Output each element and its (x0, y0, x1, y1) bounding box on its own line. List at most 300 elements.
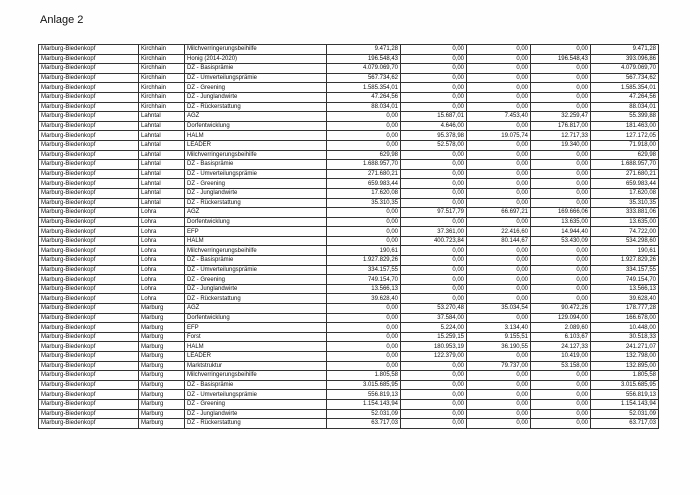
cell-kommune: 12.717,33 (531, 131, 591, 141)
cell-kommune: 90.472,26 (531, 304, 591, 314)
table-row (39, 179, 659, 189)
cell-summe: 3.015.685,95 (591, 380, 659, 390)
cell-land: 0,00 (467, 45, 531, 55)
cell-massnahme: DZ - Junglandwirte (185, 284, 327, 294)
cell-summe: 1.927.829,26 (591, 256, 659, 266)
cell-kreis: Marburg-Biedenkopf (39, 54, 139, 64)
cell-bund: 15.687,01 (401, 112, 467, 122)
cell-gemeinde: Marburg (139, 313, 185, 323)
cell-land: 0,00 (467, 92, 531, 102)
cell-kreis: Marburg-Biedenkopf (39, 102, 139, 112)
cell-massnahme: DZ - Rückerstattung (185, 102, 327, 112)
cell-gemeinde: Lohra (139, 227, 185, 237)
cell-gemeinde: Lohra (139, 275, 185, 285)
table-row (39, 399, 659, 409)
cell-kommune: 32.259,47 (531, 112, 591, 122)
table-row (39, 131, 659, 141)
cell-eu: 52.031,09 (327, 409, 401, 419)
cell-kreis: Marburg-Biedenkopf (39, 342, 139, 352)
cell-kommune: 0,00 (531, 92, 591, 102)
cell-gemeinde: Lahntal (139, 140, 185, 150)
cell-gemeinde: Kirchhain (139, 83, 185, 93)
cell-bund: 0,00 (401, 64, 467, 74)
cell-bund: 0,00 (401, 256, 467, 266)
cell-land: 7.453,40 (467, 112, 531, 122)
cell-kreis: Marburg-Biedenkopf (39, 179, 139, 189)
cell-land: 80.144,67 (467, 236, 531, 246)
cell-massnahme: HALM (185, 342, 327, 352)
cell-land: 0,00 (467, 140, 531, 150)
cell-bund: 0,00 (401, 54, 467, 64)
cell-gemeinde: Marburg (139, 361, 185, 371)
cell-gemeinde: Lohra (139, 217, 185, 227)
cell-summe: 47.264,56 (591, 92, 659, 102)
table-row (39, 92, 659, 102)
table-row (39, 390, 659, 400)
cell-summe: 749.154,70 (591, 275, 659, 285)
cell-bund: 15.259,15 (401, 332, 467, 342)
table-row (39, 73, 659, 83)
cell-bund: 0,00 (401, 275, 467, 285)
cell-eu: 0,00 (327, 361, 401, 371)
cell-summe: 55.399,88 (591, 112, 659, 122)
cell-kreis: Marburg-Biedenkopf (39, 304, 139, 314)
cell-eu: 629,98 (327, 150, 401, 160)
table-row (39, 352, 659, 362)
cell-eu: 0,00 (327, 140, 401, 150)
cell-bund: 0,00 (401, 399, 467, 409)
cell-kreis: Marburg-Biedenkopf (39, 73, 139, 83)
cell-land: 35.034,54 (467, 304, 531, 314)
table-row (39, 169, 659, 179)
cell-land: 0,00 (467, 73, 531, 83)
cell-eu: 1.154.143,94 (327, 399, 401, 409)
cell-bund: 53.270,48 (401, 304, 467, 314)
cell-kreis: Marburg-Biedenkopf (39, 361, 139, 371)
cell-summe: 30.518,33 (591, 332, 659, 342)
cell-bund: 5.224,00 (401, 323, 467, 333)
cell-massnahme: Dorfentwicklung (185, 121, 327, 131)
cell-gemeinde: Lahntal (139, 131, 185, 141)
cell-land: 19.075,74 (467, 131, 531, 141)
cell-massnahme: DZ - Basisprämie (185, 160, 327, 170)
cell-gemeinde: Lahntal (139, 121, 185, 131)
table-row (39, 332, 659, 342)
cell-kommune: 19.340,00 (531, 140, 591, 150)
cell-massnahme: LEADER (185, 140, 327, 150)
cell-eu: 0,00 (327, 112, 401, 122)
cell-summe: 1.585.354,01 (591, 83, 659, 93)
table-row (39, 102, 659, 112)
cell-massnahme: DZ - Umverteilungsprämie (185, 390, 327, 400)
cell-kreis: Marburg-Biedenkopf (39, 160, 139, 170)
cell-kreis: Marburg-Biedenkopf (39, 409, 139, 419)
cell-summe: 35.310,35 (591, 198, 659, 208)
cell-kreis: Marburg-Biedenkopf (39, 323, 139, 333)
cell-kreis: Marburg-Biedenkopf (39, 198, 139, 208)
cell-kreis: Marburg-Biedenkopf (39, 284, 139, 294)
cell-eu: 0,00 (327, 323, 401, 333)
cell-eu: 0,00 (327, 352, 401, 362)
cell-massnahme: AGZ (185, 208, 327, 218)
cell-summe: 534.298,60 (591, 236, 659, 246)
cell-land: 79.737,00 (467, 361, 531, 371)
table-row (39, 198, 659, 208)
cell-gemeinde: Marburg (139, 419, 185, 429)
table-row (39, 54, 659, 64)
cell-kreis: Marburg-Biedenkopf (39, 275, 139, 285)
cell-bund: 0,00 (401, 45, 467, 55)
cell-kreis: Marburg-Biedenkopf (39, 390, 139, 400)
cell-gemeinde: Lahntal (139, 160, 185, 170)
cell-land: 9.155,51 (467, 332, 531, 342)
cell-eu: 0,00 (327, 121, 401, 131)
cell-summe: 74.722,00 (591, 227, 659, 237)
page-title: Anlage 2 (40, 14, 84, 26)
cell-land: 0,00 (467, 352, 531, 362)
cell-bund: 0,00 (401, 390, 467, 400)
cell-summe: 271.680,21 (591, 169, 659, 179)
cell-land: 0,00 (467, 256, 531, 266)
cell-bund: 0,00 (401, 419, 467, 429)
cell-kommune: 196.548,43 (531, 54, 591, 64)
cell-gemeinde: Lahntal (139, 198, 185, 208)
cell-gemeinde: Kirchhain (139, 92, 185, 102)
cell-massnahme: DZ - Greening (185, 83, 327, 93)
cell-eu: 1.688.957,70 (327, 160, 401, 170)
cell-eu: 556.819,13 (327, 390, 401, 400)
table-row (39, 160, 659, 170)
cell-bund: 0,00 (401, 380, 467, 390)
cell-land: 0,00 (467, 246, 531, 256)
cell-massnahme: AGZ (185, 304, 327, 314)
cell-land: 22.416,60 (467, 227, 531, 237)
cell-massnahme: DZ - Rückerstattung (185, 294, 327, 304)
cell-land: 0,00 (467, 64, 531, 74)
cell-massnahme: DZ - Umverteilungsprämie (185, 265, 327, 275)
cell-summe: 63.717,03 (591, 419, 659, 429)
cell-kreis: Marburg-Biedenkopf (39, 83, 139, 93)
cell-kommune: 0,00 (531, 160, 591, 170)
cell-eu: 9.471,28 (327, 45, 401, 55)
cell-land: 0,00 (467, 121, 531, 131)
cell-summe: 178.777,28 (591, 304, 659, 314)
cell-land: 0,00 (467, 188, 531, 198)
cell-gemeinde: Lohra (139, 284, 185, 294)
cell-summe: 13.635,00 (591, 217, 659, 227)
cell-eu: 0,00 (327, 236, 401, 246)
cell-gemeinde: Kirchhain (139, 64, 185, 74)
cell-summe: 132.895,00 (591, 361, 659, 371)
table-row (39, 313, 659, 323)
cell-summe: 334.157,55 (591, 265, 659, 275)
cell-gemeinde: Kirchhain (139, 54, 185, 64)
cell-summe: 333.881,06 (591, 208, 659, 218)
cell-bund: 37.584,00 (401, 313, 467, 323)
cell-eu: 0,00 (327, 332, 401, 342)
cell-kreis: Marburg-Biedenkopf (39, 265, 139, 275)
table-row (39, 294, 659, 304)
cell-kommune: 0,00 (531, 73, 591, 83)
cell-massnahme: Marktstruktur (185, 361, 327, 371)
data-table (38, 44, 659, 429)
cell-eu: 659.983,44 (327, 179, 401, 189)
table-row (39, 419, 659, 429)
cell-kommune: 0,00 (531, 399, 591, 409)
cell-eu: 0,00 (327, 227, 401, 237)
cell-kommune: 0,00 (531, 179, 591, 189)
cell-land: 66.697,21 (467, 208, 531, 218)
table-row (39, 121, 659, 131)
cell-summe: 127.172,05 (591, 131, 659, 141)
cell-kommune: 0,00 (531, 409, 591, 419)
cell-massnahme: DZ - Greening (185, 179, 327, 189)
cell-kreis: Marburg-Biedenkopf (39, 352, 139, 362)
cell-summe: 629,98 (591, 150, 659, 160)
cell-kreis: Marburg-Biedenkopf (39, 208, 139, 218)
cell-kommune: 14.944,40 (531, 227, 591, 237)
cell-summe: 39.628,40 (591, 294, 659, 304)
cell-kommune: 0,00 (531, 265, 591, 275)
cell-eu: 13.566,13 (327, 284, 401, 294)
cell-gemeinde: Marburg (139, 380, 185, 390)
cell-summe: 166.678,00 (591, 313, 659, 323)
cell-bund: 0,00 (401, 73, 467, 83)
cell-kreis: Marburg-Biedenkopf (39, 332, 139, 342)
cell-summe: 567.734,62 (591, 73, 659, 83)
cell-eu: 0,00 (327, 342, 401, 352)
cell-bund: 0,00 (401, 83, 467, 93)
cell-bund: 0,00 (401, 169, 467, 179)
cell-bund: 0,00 (401, 371, 467, 381)
cell-bund: 0,00 (401, 361, 467, 371)
cell-summe: 659.983,44 (591, 179, 659, 189)
cell-kreis: Marburg-Biedenkopf (39, 112, 139, 122)
cell-summe: 1.688.957,70 (591, 160, 659, 170)
table-row (39, 342, 659, 352)
cell-bund: 0,00 (401, 92, 467, 102)
cell-gemeinde: Lahntal (139, 169, 185, 179)
cell-summe: 1.154.143,94 (591, 399, 659, 409)
table-row (39, 188, 659, 198)
cell-summe: 241.271,07 (591, 342, 659, 352)
cell-kreis: Marburg-Biedenkopf (39, 169, 139, 179)
cell-gemeinde: Lohra (139, 208, 185, 218)
cell-massnahme: DZ - Basisprämie (185, 380, 327, 390)
table-row (39, 284, 659, 294)
cell-kreis: Marburg-Biedenkopf (39, 236, 139, 246)
cell-kommune: 0,00 (531, 294, 591, 304)
table-row (39, 323, 659, 333)
cell-kreis: Marburg-Biedenkopf (39, 150, 139, 160)
cell-land: 0,00 (467, 371, 531, 381)
cell-land: 0,00 (467, 265, 531, 275)
table-row (39, 112, 659, 122)
cell-summe: 1.805,58 (591, 371, 659, 381)
cell-eu: 0,00 (327, 304, 401, 314)
cell-bund: 97.517,79 (401, 208, 467, 218)
cell-bund: 0,00 (401, 265, 467, 275)
cell-bund: 0,00 (401, 246, 467, 256)
cell-kommune: 53.430,09 (531, 236, 591, 246)
cell-land: 0,00 (467, 160, 531, 170)
cell-kreis: Marburg-Biedenkopf (39, 131, 139, 141)
cell-kreis: Marburg-Biedenkopf (39, 246, 139, 256)
cell-gemeinde: Marburg (139, 332, 185, 342)
cell-kommune: 53.158,00 (531, 361, 591, 371)
cell-kommune: 0,00 (531, 390, 591, 400)
cell-massnahme: Honig (2014-2020) (185, 54, 327, 64)
cell-kommune: 0,00 (531, 169, 591, 179)
cell-kreis: Marburg-Biedenkopf (39, 92, 139, 102)
cell-land: 0,00 (467, 409, 531, 419)
cell-kommune: 0,00 (531, 371, 591, 381)
table-row (39, 380, 659, 390)
cell-massnahme: LEADER (185, 352, 327, 362)
cell-land: 0,00 (467, 169, 531, 179)
cell-massnahme: DZ - Rückerstattung (185, 419, 327, 429)
cell-kommune: 0,00 (531, 102, 591, 112)
cell-massnahme: Milchverringerungsbeihilfe (185, 246, 327, 256)
cell-land: 0,00 (467, 217, 531, 227)
table-row (39, 150, 659, 160)
table-row (39, 371, 659, 381)
table-row (39, 227, 659, 237)
cell-land: 0,00 (467, 284, 531, 294)
cell-bund: 0,00 (401, 217, 467, 227)
table-row (39, 217, 659, 227)
cell-eu: 3.015.685,95 (327, 380, 401, 390)
cell-bund: 400.723,84 (401, 236, 467, 246)
cell-kreis: Marburg-Biedenkopf (39, 419, 139, 429)
cell-bund: 180.953,19 (401, 342, 467, 352)
cell-kreis: Marburg-Biedenkopf (39, 371, 139, 381)
cell-bund: 0,00 (401, 294, 467, 304)
table-row (39, 45, 659, 55)
cell-gemeinde: Marburg (139, 409, 185, 419)
cell-bund: 95.378,98 (401, 131, 467, 141)
cell-bund: 0,00 (401, 150, 467, 160)
cell-bund: 0,00 (401, 409, 467, 419)
cell-massnahme: DZ - Umverteilungsprämie (185, 169, 327, 179)
cell-massnahme: EFP (185, 227, 327, 237)
cell-gemeinde: Kirchhain (139, 73, 185, 83)
cell-massnahme: DZ - Junglandwirte (185, 409, 327, 419)
cell-bund: 0,00 (401, 188, 467, 198)
cell-kommune: 10.419,00 (531, 352, 591, 362)
cell-eu: 35.310,35 (327, 198, 401, 208)
cell-kommune: 0,00 (531, 45, 591, 55)
cell-massnahme: DZ - Greening (185, 275, 327, 285)
table-row (39, 304, 659, 314)
table-row (39, 83, 659, 93)
cell-gemeinde: Lahntal (139, 188, 185, 198)
cell-gemeinde: Kirchhain (139, 102, 185, 112)
table-row (39, 265, 659, 275)
cell-kreis: Marburg-Biedenkopf (39, 294, 139, 304)
cell-land: 0,00 (467, 399, 531, 409)
cell-eu: 567.734,62 (327, 73, 401, 83)
table-row (39, 256, 659, 266)
cell-massnahme: EFP (185, 323, 327, 333)
cell-bund: 122.379,00 (401, 352, 467, 362)
cell-eu: 0,00 (327, 217, 401, 227)
cell-eu: 196.548,43 (327, 54, 401, 64)
cell-massnahme: DZ - Junglandwirte (185, 188, 327, 198)
cell-kreis: Marburg-Biedenkopf (39, 399, 139, 409)
cell-land: 0,00 (467, 390, 531, 400)
cell-gemeinde: Marburg (139, 371, 185, 381)
cell-eu: 334.157,55 (327, 265, 401, 275)
cell-gemeinde: Lohra (139, 256, 185, 266)
cell-kreis: Marburg-Biedenkopf (39, 313, 139, 323)
cell-eu: 39.628,40 (327, 294, 401, 304)
cell-gemeinde: Marburg (139, 390, 185, 400)
cell-eu: 1.927.829,26 (327, 256, 401, 266)
cell-eu: 0,00 (327, 208, 401, 218)
table-body (39, 45, 659, 429)
cell-kommune: 0,00 (531, 256, 591, 266)
cell-kommune: 0,00 (531, 188, 591, 198)
cell-land: 0,00 (467, 380, 531, 390)
cell-massnahme: DZ - Greening (185, 399, 327, 409)
cell-summe: 181.463,00 (591, 121, 659, 131)
cell-bund: 0,00 (401, 102, 467, 112)
cell-summe: 10.448,00 (591, 323, 659, 333)
cell-kommune: 176.817,00 (531, 121, 591, 131)
cell-bund: 52.578,00 (401, 140, 467, 150)
cell-gemeinde: Lahntal (139, 112, 185, 122)
cell-land: 0,00 (467, 54, 531, 64)
cell-eu: 47.264,56 (327, 92, 401, 102)
cell-eu: 749.154,70 (327, 275, 401, 285)
cell-eu: 4.079.069,70 (327, 64, 401, 74)
cell-gemeinde: Marburg (139, 304, 185, 314)
cell-land: 0,00 (467, 313, 531, 323)
cell-kommune: 0,00 (531, 246, 591, 256)
cell-summe: 52.031,09 (591, 409, 659, 419)
cell-kommune: 0,00 (531, 198, 591, 208)
cell-land: 0,00 (467, 294, 531, 304)
table-row (39, 246, 659, 256)
cell-kommune: 0,00 (531, 284, 591, 294)
cell-bund: 0,00 (401, 198, 467, 208)
cell-massnahme: DZ - Basisprämie (185, 256, 327, 266)
cell-gemeinde: Lahntal (139, 150, 185, 160)
cell-summe: 190,61 (591, 246, 659, 256)
cell-gemeinde: Marburg (139, 399, 185, 409)
cell-massnahme: DZ - Umverteilungsprämie (185, 73, 327, 83)
cell-summe: 4.079.069,70 (591, 64, 659, 74)
cell-land: 0,00 (467, 179, 531, 189)
cell-eu: 88.034,01 (327, 102, 401, 112)
cell-massnahme: HALM (185, 236, 327, 246)
cell-summe: 9.471,28 (591, 45, 659, 55)
cell-kreis: Marburg-Biedenkopf (39, 256, 139, 266)
cell-kommune: 169.666,06 (531, 208, 591, 218)
cell-kreis: Marburg-Biedenkopf (39, 217, 139, 227)
cell-kreis: Marburg-Biedenkopf (39, 227, 139, 237)
cell-land: 0,00 (467, 198, 531, 208)
cell-eu: 0,00 (327, 313, 401, 323)
cell-bund: 4.646,00 (401, 121, 467, 131)
table-row (39, 208, 659, 218)
table-row (39, 275, 659, 285)
cell-summe: 393.096,86 (591, 54, 659, 64)
cell-massnahme: DZ - Junglandwirte (185, 92, 327, 102)
cell-bund: 0,00 (401, 284, 467, 294)
cell-massnahme: HALM (185, 131, 327, 141)
